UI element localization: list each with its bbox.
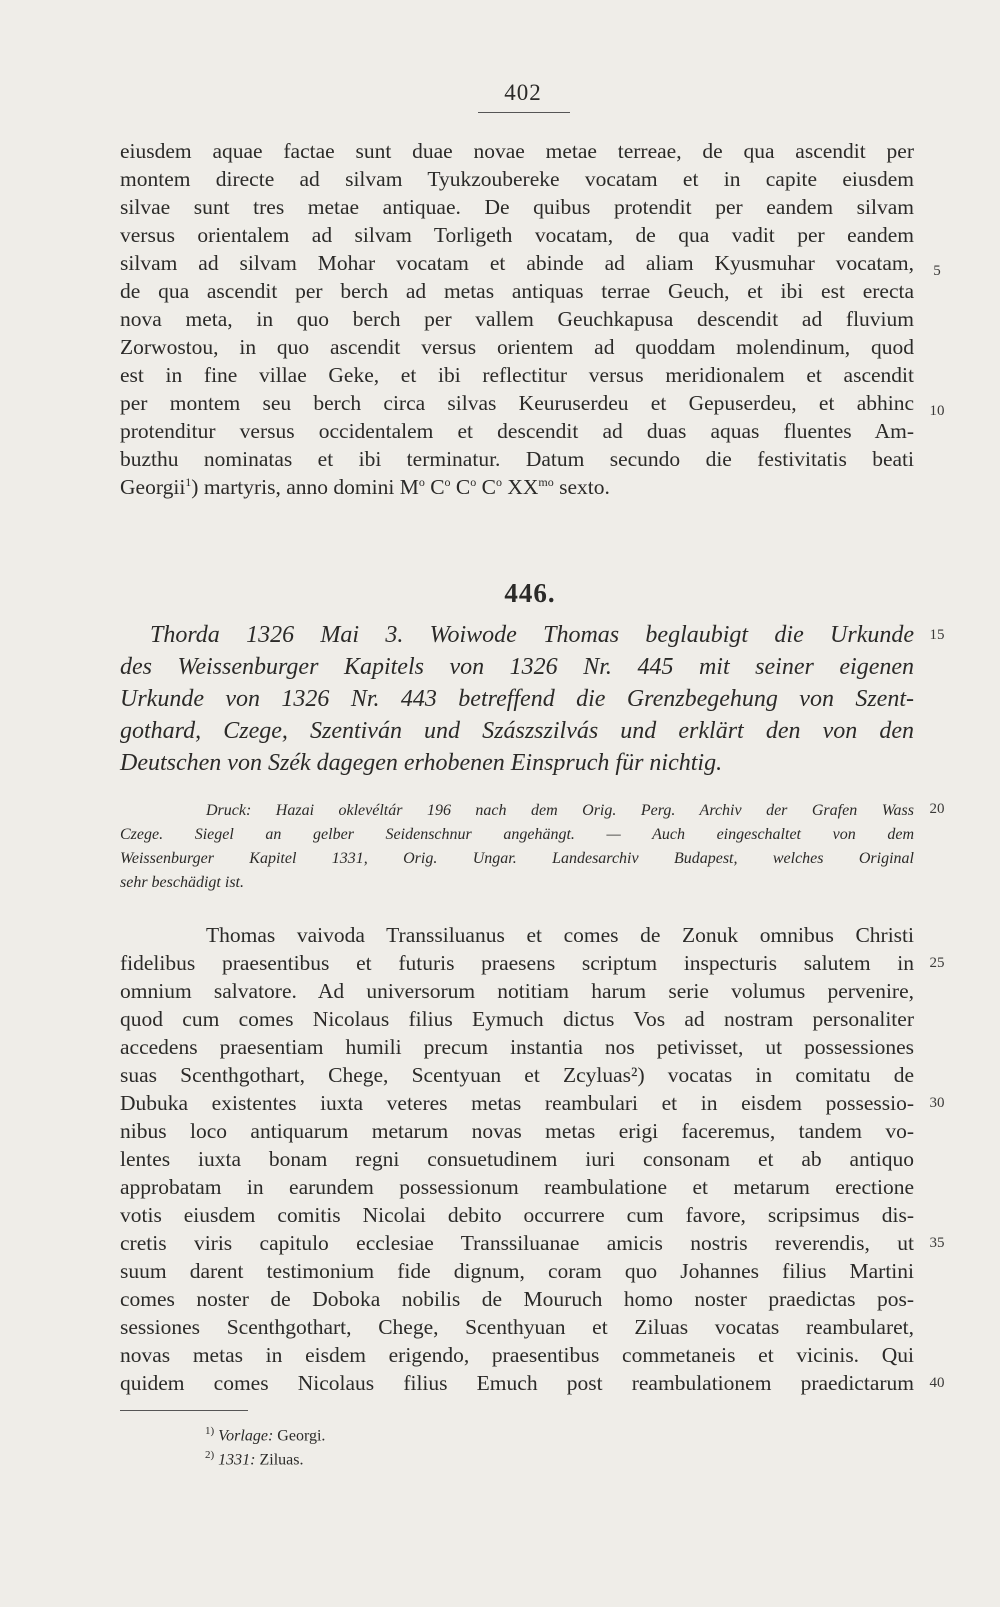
regest-line: Deutschen von Szék dagegen erhobenen Einspruch für nichtig.	[120, 750, 723, 776]
footnote: $^{2)}$ 1331: Ziluas.	[205, 1449, 304, 1469]
text-line: comes noster de Doboka nobilis de Mouruch homo noster praedictas pos-	[120, 1287, 914, 1311]
text-line: suum darent testimonium fide dignum, coram quo Johannes filius Martini	[120, 1259, 914, 1283]
text-line: montem directe ad silvam Tyukzoubereke vocatam et in capite eiusdem	[120, 167, 914, 191]
source-line: Czege. Siegel an gelber Seidenschnur angehängt. — Auch eingeschaltet von dem	[120, 826, 914, 843]
text-line: silvam ad silvam Mohar vocatam et abinde ad aliam Kyusmuhar vocatam,	[120, 251, 914, 275]
text-line: votis eiusdem comitis Nicolai debito occurrere cum favore, scripsimus dis-	[120, 1203, 914, 1227]
text-line: quod cum comes Nicolaus filius Eymuch dictus Vos ad nostram personaliter	[120, 1007, 914, 1031]
regest-line: Urkunde von 1326 Nr. 443 betreffend die Grenzbegehung von Szent-	[120, 686, 914, 712]
text-line: novas metas in eisdem erigendo, praesentibus commetaneis et vicinis. Qui	[120, 1343, 914, 1367]
document-number: 446.	[504, 578, 556, 608]
text-line: buzthu nominatas et ibi terminatur. Datum secundo die festivitatis beati	[120, 447, 914, 471]
line-number: 35	[929, 1235, 945, 1251]
line-number: 10	[929, 403, 945, 419]
text-line: protenditur versus occidentalem et descendit ad duas aquas fluentes Am-	[120, 419, 914, 443]
text-line: versus orientalem ad silvam Torligeth vocatam, de qua vadit per eandem	[120, 223, 914, 247]
text-line: Thomas vaivoda Transsiluanus et comes de Zonuk omnibus Christi	[206, 923, 914, 947]
regest-line: des Weissenburger Kapitels von 1326 Nr. 445 mit seiner eigenen	[120, 654, 914, 680]
source-line: Weissenburger Kapitel 1331, Orig. Ungar. Landesarchiv Budapest, welches Original	[120, 850, 914, 867]
source-line: Druck: Hazai oklevéltár 196 nach dem Orig. Perg. Archiv der Grafen Wass	[206, 802, 914, 819]
text-line: sessiones Scenthgothart, Chege, Scenthyuan et Ziluas vocatas reambularet,	[120, 1315, 914, 1339]
text-line: accedens praesentiam humili precum instantia nos petivisset, ut possessiones	[120, 1035, 914, 1059]
text-line: est in fine villae Geke, et ibi reflectitur versus meridionalem et ascendit	[120, 363, 914, 387]
source-line: sehr beschädigt ist.	[120, 874, 244, 891]
text-line: nibus loco antiquarum metarum novas metas erigi faceremus, tandem vo-	[120, 1119, 914, 1143]
page-number-rule	[478, 112, 570, 113]
page-number: 402	[504, 80, 542, 105]
text-line: quidem comes Nicolaus filius Emuch post reambulationem praedictarum	[120, 1371, 914, 1395]
line-number: 30	[929, 1095, 945, 1111]
text-line: approbatam in earundem possessionum reambulatione et metarum erectione	[120, 1175, 914, 1199]
line-number: 15	[929, 627, 945, 643]
text-line: omnium salvatore. Ad universorum notitiam harum serie volumus pervenire,	[120, 979, 914, 1003]
footnote-rule	[120, 1410, 248, 1411]
text-line: lentes iuxta bonam regni consuetudinem iuri consonam et ab antiquo	[120, 1147, 914, 1171]
text-line: silvae sunt tres metae antiquae. De quibus protendit per eandem silvam	[120, 195, 914, 219]
footnote: $^{1)}$ Vorlage: Georgi.	[205, 1425, 326, 1445]
regest-line: gothard, Czege, Szentiván und Szászszilvás und erklärt den von den	[120, 718, 914, 744]
line-number: 20	[929, 801, 945, 817]
text-line: Zorwostou, in quo ascendit versus orientem ad quoddam molendinum, quod	[120, 335, 914, 359]
text-line: Dubuka existentes iuxta veteres metas reambulari et in eisdem possessio-	[120, 1091, 914, 1115]
text-line: nova meta, in quo berch per vallem Geuchkapusa descendit ad fluvium	[120, 307, 914, 331]
text-line: eiusdem aquae factae sunt duae novae metae terreae, de qua ascendit per	[120, 139, 914, 163]
text-line: per montem seu berch circa silvas Keuruserdeu et Gepuserdeu, et abhinc	[120, 391, 914, 415]
text-line: de qua ascendit per berch ad metas antiquas terrae Geuch, et ibi est erecta	[120, 279, 914, 303]
line-number: 5	[933, 263, 941, 279]
text-line: cretis viris capitulo ecclesiae Transsiluanae amicis nostris reverendis, ut	[120, 1231, 914, 1255]
text-line: suas Scenthgothart, Chege, Scentyuan et Zcyluas²) vocatas in comitatu de	[120, 1063, 914, 1087]
text-line-last: Georgii$^1$) martyris, anno domini $M^o$ $C^o$ $C^o$ $C^o$ $XX^{mo}$ sexto.	[120, 474, 610, 499]
line-number: 40	[929, 1375, 945, 1391]
regest-line: Thorda 1326 Mai 3. Woiwode Thomas beglaubigt die Urkunde	[150, 622, 914, 648]
line-number: 25	[929, 955, 945, 971]
text-line: fidelibus praesentibus et futuris praesens scriptum inspecturis salutem in	[120, 951, 914, 975]
